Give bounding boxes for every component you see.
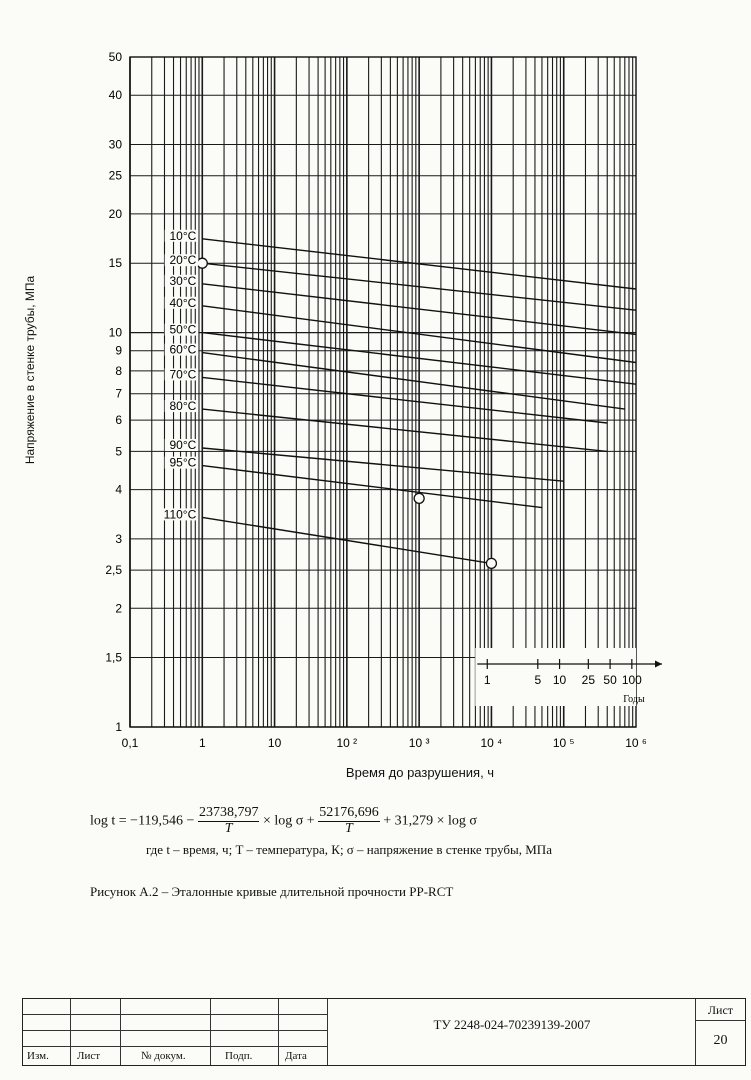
x-tick-label: 10 ² <box>336 736 358 750</box>
formula-fraction-2-numerator: 52176,696 <box>319 805 379 820</box>
data-point <box>414 493 424 503</box>
y-tick-label: 1,5 <box>105 650 122 665</box>
formula <box>90 806 477 836</box>
x-tick-label: 10 <box>267 736 282 750</box>
series-label: 40°C <box>169 295 197 310</box>
series-label: 90°C <box>169 437 197 452</box>
years-axis-label: Годы <box>623 694 645 705</box>
y-tick-label: 20 <box>108 206 122 221</box>
title-block-cell <box>121 1015 211 1031</box>
title-block-cell <box>211 999 279 1015</box>
y-tick-label: 2 <box>115 601 122 616</box>
title-block-cell <box>23 999 71 1015</box>
title-block-header-sheet: Лист <box>77 1050 101 1062</box>
formula-fraction-1-numerator: 23738,797 <box>198 805 259 820</box>
title-block-cell <box>211 1015 279 1031</box>
x-tick-label: 10 ⁴ <box>480 736 503 750</box>
y-tick-label: 8 <box>115 363 122 378</box>
y-tick-label: 4 <box>115 482 122 497</box>
y-axis-label: Напряжение в стенке трубы, МПа <box>23 275 37 465</box>
sheet-number: 20 <box>713 1033 728 1048</box>
title-block-cell <box>279 1015 328 1031</box>
y-tick-label: 50 <box>108 50 122 64</box>
title-block <box>22 998 746 1066</box>
formula-lhs: log t = −119,546 − <box>90 813 195 829</box>
x-tick-label: 0,1 <box>121 736 139 750</box>
years-tick-label: 100 <box>621 673 642 687</box>
y-tick-label: 6 <box>115 413 122 428</box>
y-tick-label: 7 <box>115 386 122 401</box>
series-label: 80°C <box>169 399 197 414</box>
chart-grid <box>130 57 636 727</box>
years-tick-label: 25 <box>581 673 596 687</box>
title-block-cell <box>121 999 211 1015</box>
y-tick-label: 15 <box>108 256 122 271</box>
title-block-header-change: Изм. <box>27 1050 49 1062</box>
document-number: ТУ 2248-024-70239139-2007 <box>433 1017 591 1032</box>
y-tick-label: 9 <box>115 343 122 358</box>
title-block-cell <box>121 1031 211 1047</box>
title-block-cell <box>279 999 328 1015</box>
data-point <box>197 258 207 268</box>
title-block-cell <box>279 1031 328 1047</box>
y-tick-label: 2,5 <box>105 563 122 578</box>
years-axis <box>475 648 662 706</box>
y-axis-label-box <box>8 190 52 550</box>
x-axis-label: Время до разрушения, ч <box>345 765 495 780</box>
title-block-header-signature: Подп. <box>225 1050 253 1062</box>
y-tick-label: 1 <box>115 720 122 734</box>
series-labels <box>157 229 198 522</box>
figure-caption: Рисунок А.2 – Эталонные кривые длительной прочности PP-RCT <box>90 884 454 899</box>
x-tick-label: 10 ⁵ <box>552 736 575 750</box>
sheet-label: Лист <box>707 1003 734 1017</box>
series-label: 70°C <box>169 367 197 382</box>
title-block-header-doc-number: № докум. <box>141 1050 186 1062</box>
y-tick-label: 30 <box>108 137 122 152</box>
formula-fraction-1-denominator: T <box>224 820 233 836</box>
formula-mid: × log σ + <box>262 813 315 829</box>
title-block-cell <box>71 999 121 1015</box>
years-tick-label: 50 <box>603 673 617 687</box>
series-label: 95°C <box>169 455 197 470</box>
x-tick-label: 10 ⁶ <box>625 736 647 750</box>
y-tick-label: 5 <box>115 444 122 459</box>
series-label: 60°C <box>169 342 197 357</box>
data-point <box>486 558 496 568</box>
y-tick-label: 3 <box>115 531 122 546</box>
series-line <box>202 448 563 481</box>
x-tick-label: 1 <box>198 736 206 750</box>
title-block-cell <box>71 1031 121 1047</box>
formula-fraction-2 <box>318 806 380 836</box>
years-tick-label: 5 <box>534 673 542 687</box>
years-tick-label: 10 <box>552 673 567 687</box>
formula-fraction-2-denominator: T <box>345 820 353 836</box>
title-block-cell <box>23 1031 71 1047</box>
series-label: 20°C <box>169 253 197 268</box>
title-block-cell <box>211 1031 279 1047</box>
title-block-cell <box>23 1015 71 1031</box>
series-label: 30°C <box>169 273 197 288</box>
title-block-header-date: Дата <box>285 1050 307 1062</box>
years-tick-label: 1 <box>483 673 491 687</box>
title-block-cell <box>71 1015 121 1031</box>
formula-fraction-1 <box>198 806 260 836</box>
y-tick-label: 40 <box>108 88 122 103</box>
formula-tail: + 31,279 × log σ <box>383 813 477 829</box>
formula-legend: где t – время, ч; T – температура, К; σ – напряжение в стенке трубы, МПа <box>146 842 552 857</box>
series-label: 10°C <box>169 228 197 243</box>
series-label: 110°C <box>163 507 197 522</box>
y-tick-label: 10 <box>108 325 122 340</box>
x-tick-label: 10 ³ <box>408 736 430 750</box>
years-axis-arrow <box>655 661 662 668</box>
y-tick-label: 25 <box>108 168 122 183</box>
series-label: 50°C <box>169 322 197 337</box>
